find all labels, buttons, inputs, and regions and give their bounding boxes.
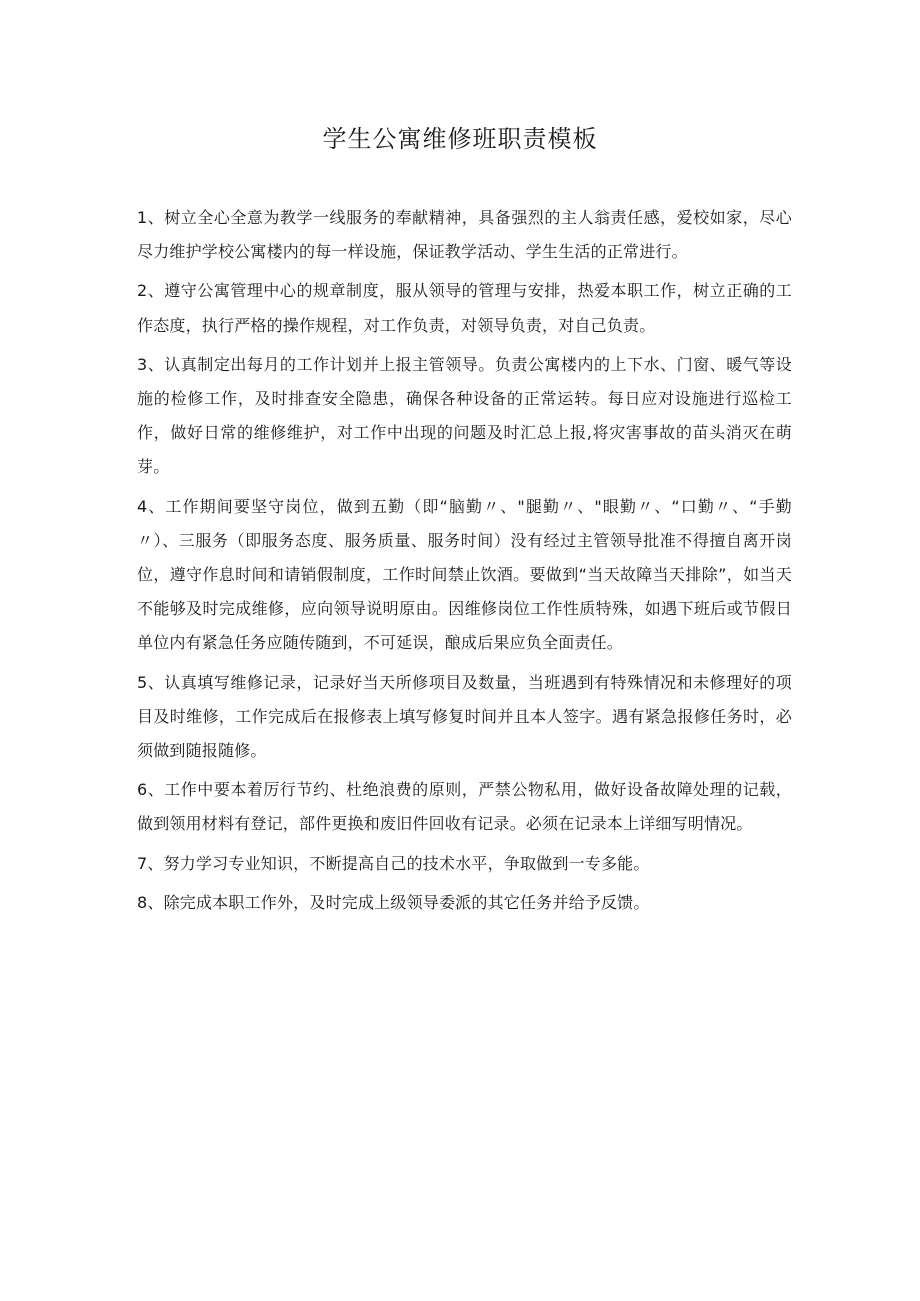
duty-paragraph-3: 3、认真制定出每月的工作计划并上报主管领导。负责公寓楼内的上下水、门窗、暖气等设施的检修工作，及时排查安全隐患，确保各种设备的正常运转。每日应对设施进行巡检工作，做好日常的维修维护，对工作中出现的问题及时汇总上报,将灾害事故的苗头消灭在萌芽。 — [137, 354, 792, 477]
duty-paragraph-4: 4、工作期间要坚守岗位，做到五勤（即“脑勤〃、"腿勤〃、"眼勤〃、“口勤〃、“手勤〃）、三服务（即服务态度、服务质量、服务时间）没有经过主管领导批准不得擅自离开岗位，遵守作息时间和请销假制度，工作时间禁止饮酒。要做到“当天故障当天排除”，如当天不能够及时完成维修，应向领导说明原由。因维修岗位工作性质特殊，如遇下班后或节假日单位内有紧急任务应随传随到，不可延误，酿成后果应负全面责任。 — [137, 496, 792, 653]
duty-paragraph-5: 5、认真填写维修记录，记录好当天所修项目及数量，当班遇到有特殊情况和未修理好的项目及时维修，工作完成后在报修表上填写修复时间并且本人签字。遇有紧急报修任务时，必须做到随报随修。 — [137, 672, 792, 761]
duty-paragraph-6: 6、工作中要本着厉行节约、杜绝浪费的原则，严禁公物私用，做好设备故障处理的记载，做到领用材料有登记，部件更换和废旧件回收有记录。必须在记录本上详细写明情况。 — [137, 780, 792, 834]
duty-paragraph-7: 7、努力学习专业知识，不断提高自己的技术水平，争取做到一专多能。 — [137, 853, 650, 873]
duty-paragraph-1: 1、树立全心全意为教学一线服务的奉献精神，具备强烈的主人翁责任感，爱校如家，尽心尽力维护学校公寓楼内的每一样设施，保证教学活动、学生生活的正常进行。 — [137, 208, 792, 262]
document-body — [137, 201, 792, 925]
document-title: 学生公寓维修班职责模板 — [322, 125, 598, 153]
duty-paragraph-8: 8、除完成本职工作外，及时完成上级领导委派的其它任务并给予反馈。 — [137, 892, 650, 912]
duty-paragraph-2: 2、遵守公寓管理中心的规章制度，服从领导的管理与安排，热爱本职工作，树立正确的工作态度，执行严格的操作规程，对工作负责，对领导负责，对自己负责。 — [137, 281, 792, 335]
